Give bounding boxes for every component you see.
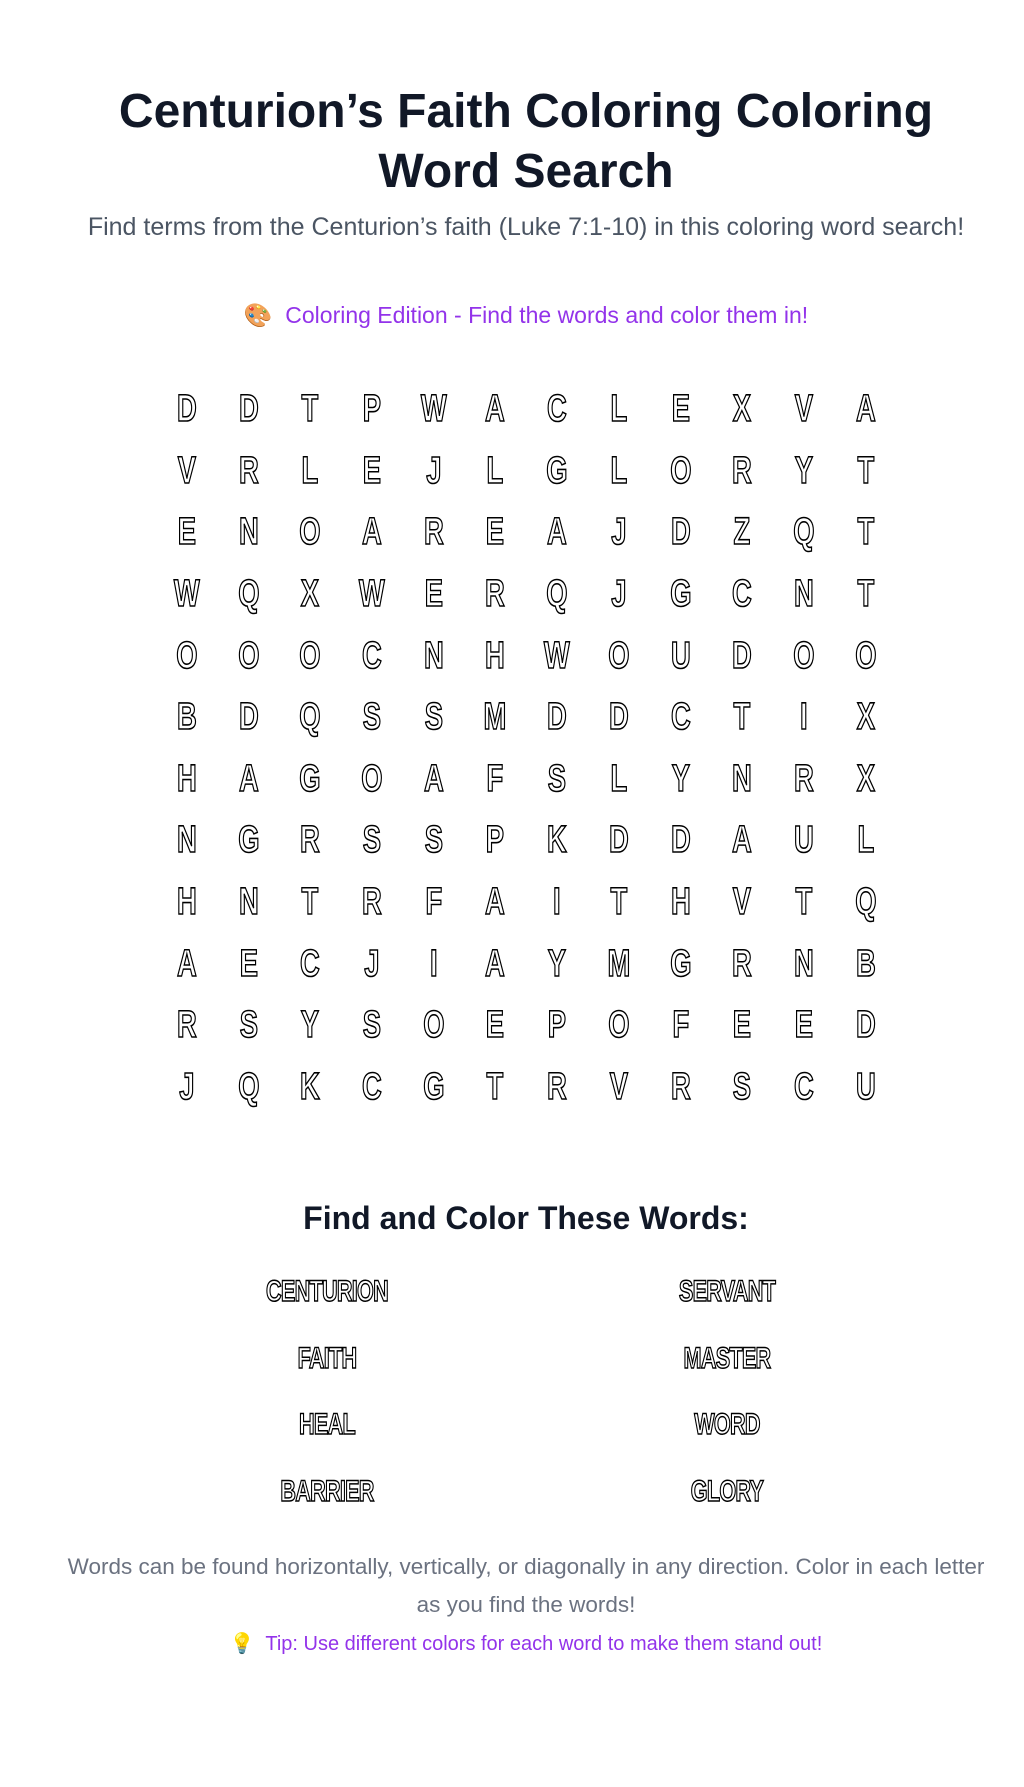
grid-cell[interactable]: D [608,696,629,739]
grid-cell[interactable]: P [486,819,505,862]
grid-cell[interactable]: D [855,1004,876,1047]
tip-text: Tip: Use different colors for each word to make them stand out! [265,1633,823,1655]
grid-cell[interactable]: N [176,819,197,862]
grid-cell[interactable]: O [793,634,815,677]
grid-cell[interactable]: S [239,1004,258,1047]
grid-cell[interactable]: S [362,696,382,739]
grid-cell[interactable]: T [733,696,751,739]
grid-cell[interactable]: M [483,696,507,739]
grid-cell[interactable]: E [671,388,690,431]
grid-cell[interactable]: S [732,1065,752,1108]
grid-cell[interactable]: O [237,634,260,677]
grid-cell[interactable]: L [610,757,628,800]
grid-cell[interactable]: T [486,1065,504,1108]
grid-cell[interactable]: V [794,388,813,431]
grid-cell[interactable]: D [547,696,567,739]
grid-cell[interactable]: X [301,573,320,616]
grid-cell[interactable]: E [486,511,505,554]
word-list-item: BARRIER [280,1474,374,1508]
grid-cell[interactable]: Y [794,449,813,492]
grid-cell[interactable]: V [177,449,196,492]
grid-cell[interactable]: G [237,819,260,862]
grid-cell[interactable]: L [486,449,504,492]
grid-cell[interactable]: I [799,696,808,739]
palette-icon: 🎨 [243,302,273,328]
grid-cell[interactable]: W [173,573,200,616]
grid-cell[interactable]: G [669,942,691,985]
grid-cell[interactable]: G [669,573,691,616]
grid-cell[interactable]: G [299,757,321,800]
grid-cell[interactable]: J [364,942,380,985]
grid-cell[interactable]: N [238,511,259,554]
grid-cell[interactable]: D [176,388,197,431]
grid-cell[interactable]: C [547,388,567,431]
grid-cell[interactable]: Q [546,573,568,616]
grid-cell[interactable]: C [362,1065,382,1108]
grid-cell[interactable]: F [486,757,504,800]
word-list [127,1259,927,1525]
lightbulb-icon: 💡 [229,1633,255,1655]
words-heading: Find and Color These Words: [303,1200,749,1236]
grid-cell[interactable]: D [608,819,629,862]
grid-cell[interactable]: T [857,511,874,554]
word-list-item: CENTURION [266,1275,388,1309]
word-list-item: WORD [694,1408,760,1442]
grid-cell[interactable]: M [607,942,631,985]
grid-cell[interactable]: Y [547,942,567,985]
grid-cell[interactable]: J [425,449,442,492]
grid-cell[interactable]: H [670,881,691,924]
grid-cell[interactable]: V [609,1065,628,1108]
grid-cell[interactable]: Y [301,1004,320,1047]
grid-cell[interactable]: X [856,696,875,739]
grid-cell[interactable]: K [300,1065,321,1108]
grid-cell[interactable]: S [362,1004,382,1047]
grid-cell[interactable]: V [732,881,752,924]
tip [60,1630,992,1658]
grid-cell[interactable]: X [856,757,875,800]
grid-cell[interactable]: C [300,942,321,985]
grid-cell[interactable]: P [547,1004,567,1047]
grid-cell[interactable]: W [420,388,447,431]
grid-cell[interactable]: R [485,573,506,616]
grid-cell[interactable]: O [299,634,321,677]
grid-cell[interactable]: O [361,757,383,800]
grid-cell[interactable]: N [793,942,814,985]
grid-cell[interactable]: D [732,634,752,677]
grid-cell[interactable]: R [547,1065,567,1108]
grid-cell[interactable]: A [176,942,197,985]
grid-cell[interactable]: A [485,942,506,985]
grid-cell[interactable]: T [301,881,319,924]
word-list-item: FAITH [297,1341,357,1375]
grid-cell[interactable]: C [362,634,382,677]
grid-cell[interactable]: R [732,942,752,985]
grid-cell[interactable]: D [238,696,259,739]
grid-cell[interactable]: B [855,942,876,985]
grid-cell[interactable]: U [855,1065,876,1108]
grid-cell[interactable]: R [423,511,444,554]
grid-cell[interactable]: R [732,449,752,492]
grid-cell[interactable]: A [732,819,752,862]
grid-cell[interactable]: R [362,881,382,924]
grid-cell[interactable]: L [610,388,628,431]
grid-cell[interactable]: E [362,449,382,492]
grid-cell[interactable]: C [670,696,691,739]
grid-cell[interactable]: W [544,634,570,677]
grid-cell[interactable]: E [177,511,196,554]
grid-cell[interactable]: J [611,511,627,554]
grid-cell[interactable]: S [424,696,443,739]
edition-text: Coloring Edition - Find the words and color them in! [285,302,809,328]
grid-cell[interactable]: R [238,449,259,492]
grid-cell[interactable]: S [547,757,567,800]
grid-cell[interactable]: L [610,449,628,492]
grid-cell[interactable]: H [176,881,197,924]
grid-cell[interactable]: N [732,757,752,800]
grid-cell[interactable]: E [794,1004,813,1047]
grid-cell[interactable]: Q [237,1065,260,1108]
grid-cell[interactable]: H [485,634,506,677]
grid-cell[interactable]: Q [299,696,321,739]
grid-cell[interactable]: I [553,881,561,924]
grid-cell[interactable]: T [610,881,628,924]
grid-cell[interactable]: T [795,881,813,924]
grid-cell[interactable]: N [793,573,814,616]
grid-cell[interactable]: J [179,1065,195,1108]
grid-cell[interactable]: Y [671,757,690,800]
grid-cell[interactable]: O [854,634,877,677]
grid-cell[interactable]: A [485,388,506,431]
grid-cell[interactable]: F [671,1004,689,1047]
grid-cell[interactable]: A [362,511,382,554]
grid-cell[interactable]: J [611,573,627,616]
grid-cell[interactable]: L [857,819,874,862]
grid-cell[interactable]: I [429,942,438,985]
grid-cell[interactable]: O [608,1004,630,1047]
grid-cell[interactable]: C [793,1065,814,1108]
grid-cell[interactable]: N [238,881,259,924]
grid-cell[interactable]: W [358,573,385,616]
page-title: Centurion’s Faith Coloring Coloring Word Search [118,85,934,198]
grid-cell[interactable]: O [176,634,198,677]
grid-cell[interactable]: P [362,388,382,431]
subtitle: Find terms from the Centurion’s faith (Luke 7:1-10) in this coloring word search! [87,213,965,241]
grid-cell[interactable]: R [176,1004,197,1047]
grid-cell[interactable]: O [299,511,321,554]
word-list-item: GLORY [690,1474,764,1508]
grid-cell[interactable]: A [238,757,259,800]
grid-cell[interactable]: G [546,449,568,492]
grid-cell[interactable]: T [857,573,874,616]
grid-cell[interactable]: Q [237,573,260,616]
grid-cell[interactable]: O [422,1004,445,1047]
instructions: Words can be found horizontally, vertically, or diagonally in any direction. Color in each letter as you find the words! [67,1554,985,1617]
grid-cell[interactable]: O [669,449,691,492]
grid-cell[interactable]: O [608,634,630,677]
grid-cell[interactable]: A [855,388,876,431]
grid-cell[interactable]: Q [793,511,815,554]
grid-cell[interactable]: X [732,388,752,431]
grid-cell[interactable]: Q [854,881,877,924]
word-list-item: SERVANT [678,1275,776,1309]
grid-cell[interactable]: U [793,819,814,862]
grid-cell[interactable]: H [176,757,197,800]
grid-cell[interactable]: D [238,388,259,431]
grid-cell[interactable]: E [486,1004,505,1047]
grid-cell[interactable]: C [732,573,752,616]
grid-cell[interactable]: R [793,757,814,800]
word-search-grid [156,379,896,1118]
grid-cell[interactable]: B [176,696,197,739]
grid-cell[interactable]: R [300,819,321,862]
grid-cell[interactable]: E [239,942,258,985]
grid-cell[interactable]: S [362,819,382,862]
grid-cell[interactable]: S [424,819,443,862]
grid-cell[interactable]: L [301,449,319,492]
edition-banner [60,300,992,330]
grid-cell[interactable]: D [670,511,691,554]
grid-cell[interactable]: D [670,819,691,862]
grid-cell[interactable]: E [424,573,443,616]
grid-cell[interactable]: G [422,1065,445,1108]
grid-cell[interactable]: F [425,881,442,924]
grid-cell[interactable]: T [857,449,874,492]
grid-cell[interactable]: U [670,634,691,677]
grid-cell[interactable]: T [301,388,319,431]
grid-cell[interactable]: A [423,757,444,800]
word-list-item: MASTER [683,1341,771,1375]
grid-cell[interactable]: R [670,1065,691,1108]
grid-cell[interactable]: Z [733,511,751,554]
grid-cell[interactable]: K [547,819,567,862]
grid-cell[interactable]: A [485,881,506,924]
word-list-item: HEAL [299,1408,355,1442]
grid-cell[interactable]: N [423,634,444,677]
grid-cell[interactable]: E [732,1004,752,1047]
grid-cell[interactable]: A [547,511,567,554]
